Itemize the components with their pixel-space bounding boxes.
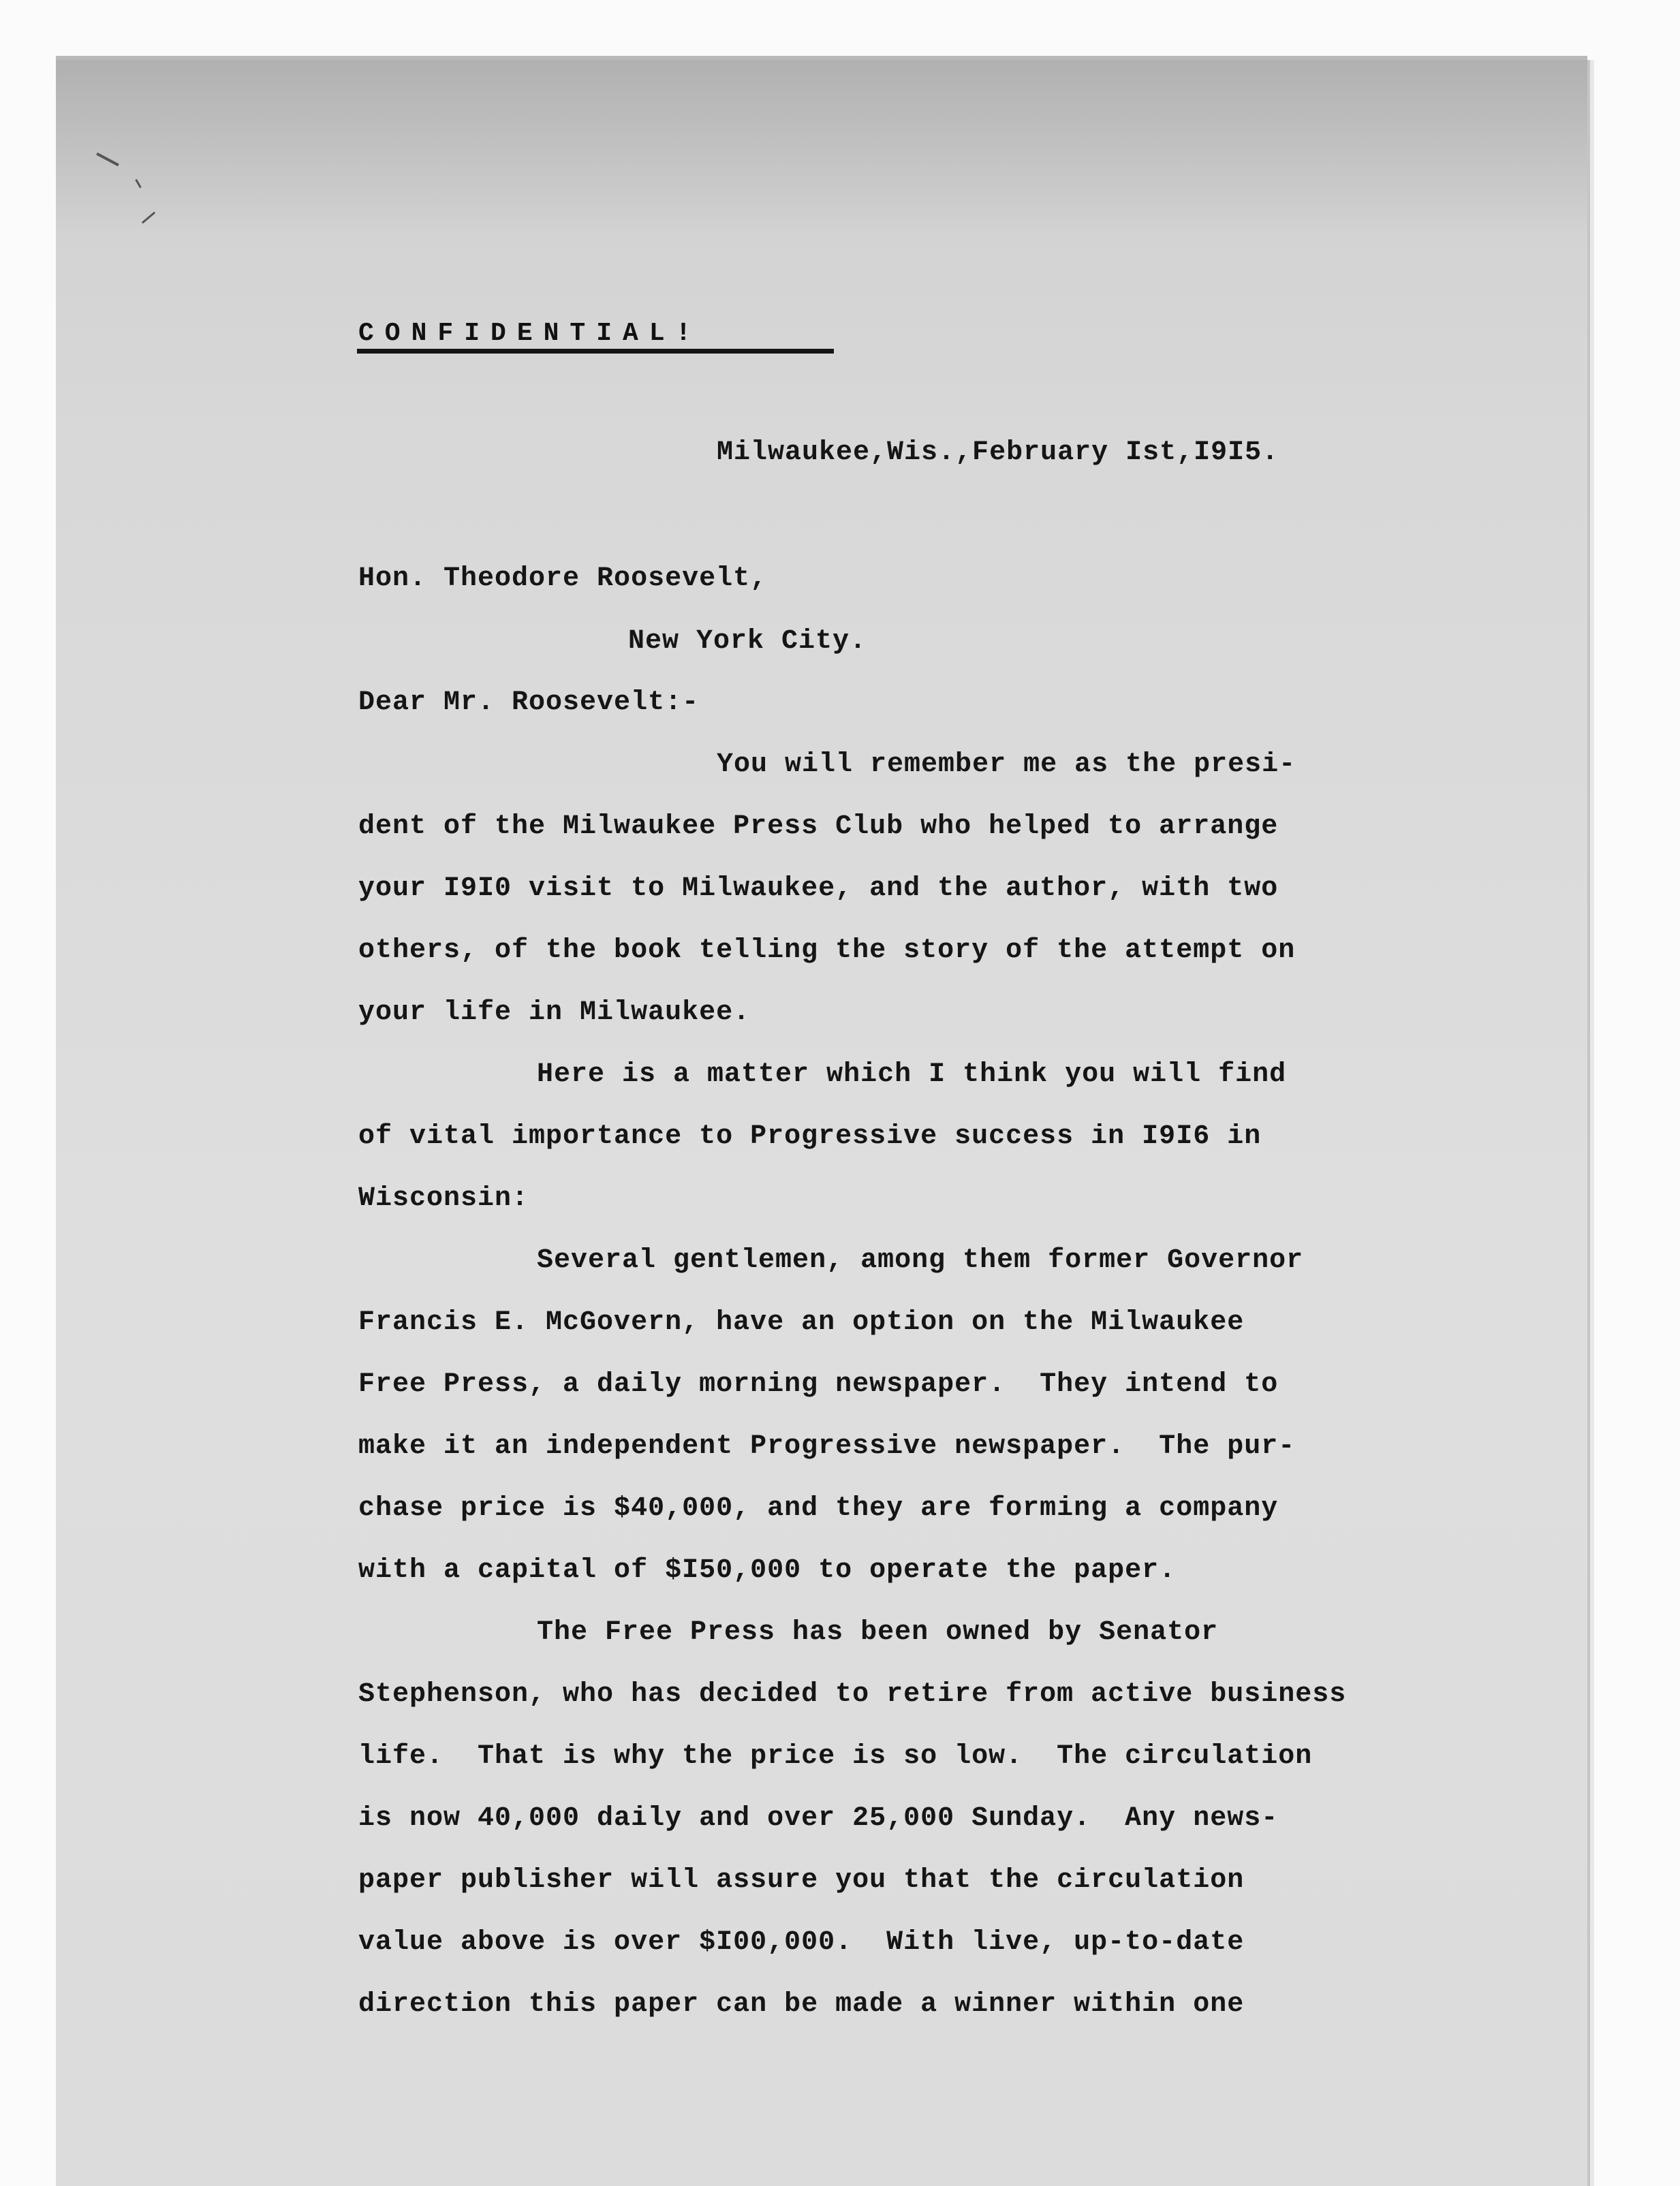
body-line: Wisconsin: bbox=[358, 1183, 529, 1214]
body-line: dent of the Milwaukee Press Club who helped to arrange bbox=[358, 811, 1279, 842]
recipient-name: Hon. Theodore Roosevelt, bbox=[358, 563, 768, 594]
body-line: others, of the book telling the story of the attempt on bbox=[358, 935, 1296, 966]
body-line: life. That is why the price is so low. The circulation bbox=[358, 1741, 1313, 1772]
body-line: The Free Press has been owned by Senator bbox=[537, 1617, 1219, 1648]
body-line: your I9I0 visit to Milwaukee, and the author, with two bbox=[358, 873, 1279, 904]
body-line: is now 40,000 daily and over 25,000 Sunday. Any news- bbox=[358, 1803, 1279, 1834]
body-line: Several gentlemen, among them former Governor bbox=[537, 1245, 1304, 1276]
body-line: Francis E. McGovern, have an option on the Milwaukee bbox=[358, 1307, 1245, 1338]
body-line: your life in Milwaukee. bbox=[358, 997, 751, 1028]
body-line: Free Press, a daily morning newspaper. They intend to bbox=[358, 1369, 1279, 1400]
recipient-city: New York City. bbox=[628, 626, 867, 657]
body-line: Stephenson, who has decided to retire from active business bbox=[358, 1679, 1347, 1710]
sheet-shading bbox=[56, 60, 1587, 237]
body-line: with a capital of $I50,000 to operate the paper. bbox=[358, 1555, 1177, 1586]
body-line: You will remember me as the presi- bbox=[717, 749, 1296, 780]
confidential-heading: CONFIDENTIAL! bbox=[358, 319, 702, 348]
body-line: value above is over $I00,000. With live, up-to-date bbox=[358, 1927, 1245, 1958]
body-line: Here is a matter which I think you will find bbox=[537, 1059, 1287, 1090]
body-line: direction this paper can be made a winner within one bbox=[358, 1989, 1245, 2020]
dateline: Milwaukee,Wis.,February Ist,I9I5. bbox=[717, 437, 1279, 468]
salutation: Dear Mr. Roosevelt:- bbox=[358, 687, 700, 718]
heading-underline bbox=[357, 349, 834, 354]
body-line: chase price is $40,000, and they are forming a company bbox=[358, 1493, 1279, 1524]
body-line: make it an independent Progressive newspaper. The pur- bbox=[358, 1431, 1296, 1462]
body-line: of vital importance to Progressive success in I9I6 in bbox=[358, 1121, 1262, 1152]
body-line: paper publisher will assure you that the circulation bbox=[358, 1865, 1245, 1896]
